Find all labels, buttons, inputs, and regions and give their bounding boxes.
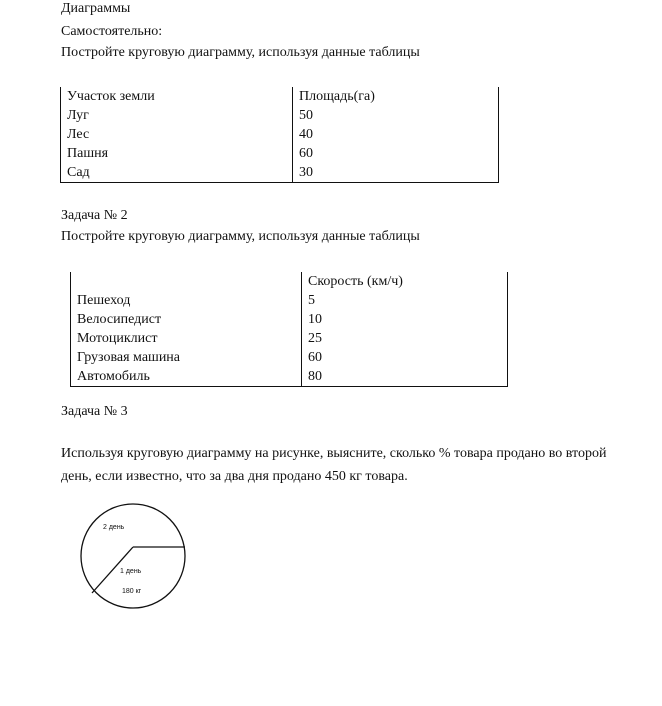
table-row — [61, 163, 499, 183]
pie-label-day2: 2 день — [103, 524, 125, 531]
table-row — [71, 367, 508, 387]
table-row — [71, 348, 508, 367]
land-area-table — [60, 87, 499, 183]
table-cell: Луг — [61, 106, 293, 125]
table-cell: 30 — [293, 163, 499, 183]
table-cell: 25 — [302, 329, 508, 348]
table-row — [71, 329, 508, 348]
pie-label-day1: 1 день — [120, 568, 142, 575]
subheading: Самостоятельно: — [61, 24, 163, 39]
table-cell: Пешеход — [71, 291, 302, 310]
table-row — [71, 291, 508, 310]
table-header-cell — [71, 272, 302, 291]
table-header-cell: Участок земли — [61, 87, 293, 106]
table-cell: 50 — [293, 106, 499, 125]
task1-instruction: Постройте круговую диаграмму, используя данные таблицы — [61, 45, 420, 60]
table-cell: Лес — [61, 125, 293, 144]
table-cell: Грузовая машина — [71, 348, 302, 367]
table-row — [61, 106, 499, 125]
table-cell: 80 — [302, 367, 508, 387]
task3-title: Задача № 3 — [61, 404, 128, 419]
table-cell: Мотоциклист — [71, 329, 302, 348]
table-header-row — [61, 87, 499, 106]
table-cell: 40 — [293, 125, 499, 144]
table-header-cell: Скорость (км/ч) — [302, 272, 508, 291]
task2-instruction: Постройте круговую диаграмму, используя данные таблицы — [61, 229, 420, 244]
table-cell: 60 — [302, 348, 508, 367]
table-row — [61, 125, 499, 144]
table-cell: Автомобиль — [71, 367, 302, 387]
table-header-row — [71, 272, 508, 291]
table-cell: Сад — [61, 163, 293, 183]
pie-label-amount: 180 кг — [122, 588, 142, 595]
table-cell: Велосипедист — [71, 310, 302, 329]
task2-title: Задача № 2 — [61, 208, 128, 223]
table-cell: 5 — [302, 291, 508, 310]
table-cell: 10 — [302, 310, 508, 329]
pie-chart-figure — [76, 498, 192, 618]
table-row — [71, 310, 508, 329]
table-header-cell: Площадь(га) — [293, 87, 499, 106]
page-heading: Диаграммы — [61, 1, 131, 16]
table-row — [61, 144, 499, 163]
table-cell: Пашня — [61, 144, 293, 163]
table-cell: 60 — [293, 144, 499, 163]
speed-table — [70, 272, 508, 387]
task3-text: Используя круговую диаграмму на рисунке, выясните, сколько % товара продано во второй день, если известно, что за два дня продано 450 кг товара. — [61, 446, 607, 484]
